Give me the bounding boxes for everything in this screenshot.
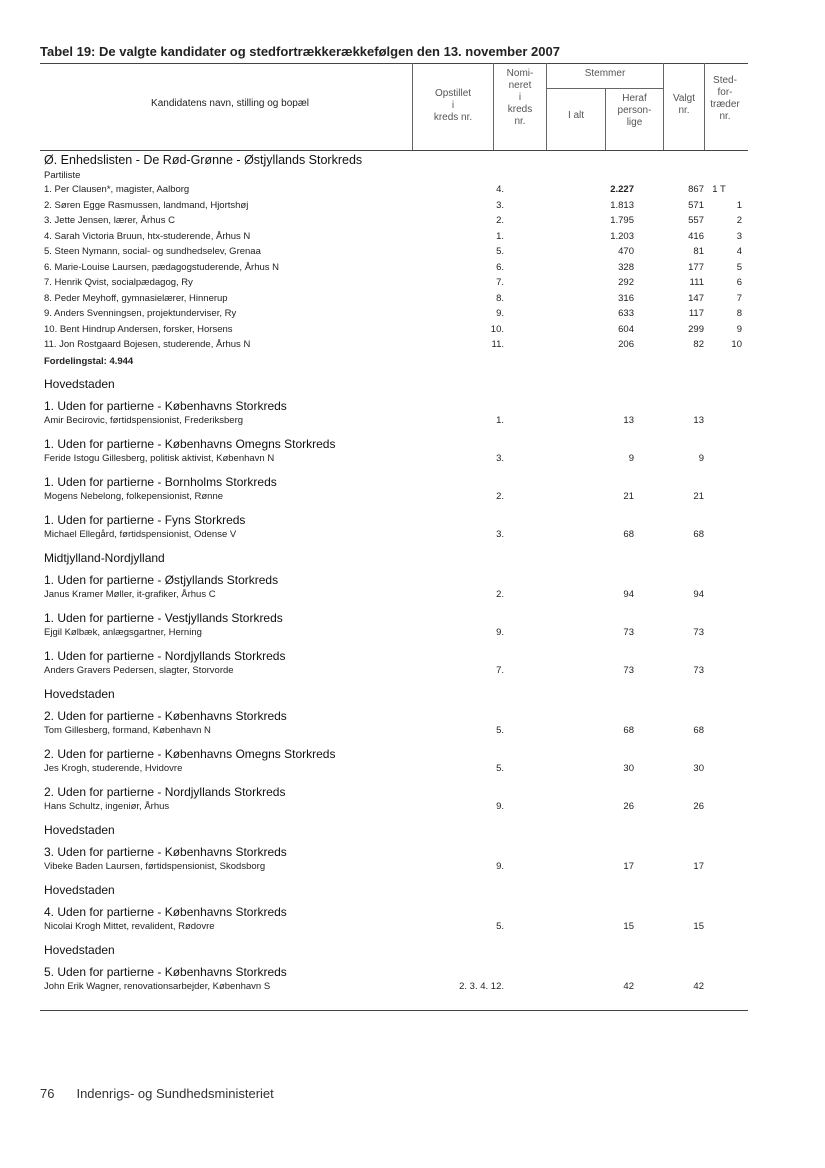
cell-ialt: 1.203 xyxy=(610,230,634,242)
cell-opst: 11. xyxy=(491,339,504,350)
cell-sted: 4 xyxy=(736,246,742,257)
cell-sted: 6 xyxy=(736,277,742,288)
cell-pers: 17 xyxy=(693,861,704,872)
table-row xyxy=(44,200,748,212)
cell-opst: 9. xyxy=(496,861,504,872)
cell-opst: 2. xyxy=(496,589,504,600)
table-row xyxy=(44,415,748,427)
table-title: Tabel 19: De valgte kandidater og stedfortrækkerækkefølgen den 13. november 2007 xyxy=(40,44,560,59)
cell-name: Feride Istogu Gillesberg, politisk aktivist, København N xyxy=(44,453,275,464)
cell-opst: 4. xyxy=(496,184,504,195)
region-heading: Midtjylland-Nordjylland xyxy=(44,551,165,565)
cell-name: Janus Kramer Møller, it-grafiker, Århus C xyxy=(44,589,216,600)
table-row xyxy=(44,763,748,775)
cell-pers: 147 xyxy=(688,292,704,304)
region-heading: Hovedstaden xyxy=(44,823,115,837)
cell-name: 1. Per Clausen*, magister, Aalborg xyxy=(44,184,190,195)
footer-title: Indenrigs- og Sundhedsministeriet xyxy=(76,1086,274,1101)
table-row xyxy=(44,308,748,320)
cell-name: 2. Søren Egge Rasmussen, landmand, Hjortshøj xyxy=(44,199,249,211)
table-row xyxy=(44,324,748,336)
cell-name: 11. Jon Rostgaard Bojesen, studerende, Århus N xyxy=(44,339,251,350)
storkreds-heading: 2. Uden for partierne - Københavns Omegns Storkreds xyxy=(44,747,336,761)
cell-pers: 13 xyxy=(693,415,704,426)
cell-pers: 81 xyxy=(693,246,704,257)
fordelingstal: Fordelingstal: 4.944 xyxy=(44,356,134,367)
cell-valgt: 1 T xyxy=(712,184,726,195)
cell-opst: 5. xyxy=(496,763,504,774)
cell-name: Michael Ellegård, førtidspensionist, Odense V xyxy=(44,529,237,540)
cell-opst: 2. xyxy=(496,215,504,226)
header-stemmer: Stemmer xyxy=(584,68,626,79)
storkreds-heading: 4. Uden for partierne - Københavns Storkreds xyxy=(44,905,287,919)
cell-opst: 3. xyxy=(496,199,504,211)
cell-name: 6. Marie-Louise Laursen, pædagogstuderende, Århus N xyxy=(44,261,280,273)
header-stedfortraeder: Sted- for- træder nr. xyxy=(710,75,740,122)
cell-name: John Erik Wagner, renovationsarbejder, København S xyxy=(44,981,271,992)
cell-sted: 10 xyxy=(731,339,742,350)
cell-pers: 177 xyxy=(688,261,704,273)
cell-pers: 867 xyxy=(688,184,704,195)
cell-pers: 42 xyxy=(693,981,704,992)
cell-pers: 73 xyxy=(693,627,704,638)
table-row xyxy=(44,627,748,639)
table-row xyxy=(44,453,748,465)
cell-ialt: 42 xyxy=(623,981,634,992)
cell-pers: 73 xyxy=(693,665,704,676)
table-row xyxy=(44,231,748,243)
cell-ialt: 21 xyxy=(623,491,634,502)
cell-sted: 7 xyxy=(736,292,742,304)
cell-name: Mogens Nebelong, folkepensionist, Rønne xyxy=(44,491,224,502)
cell-ialt: 292 xyxy=(618,277,634,288)
table-bottom-rule xyxy=(40,1010,748,1011)
storkreds-heading: 1. Uden for partierne - Fyns Storkreds xyxy=(44,513,246,527)
region-heading: Hovedstaden xyxy=(44,687,115,701)
table-row xyxy=(44,339,748,351)
table-row xyxy=(44,262,748,274)
cell-opst: 6. xyxy=(496,261,504,273)
table-row xyxy=(44,529,748,541)
cell-name: 10. Bent Hindrup Andersen, forsker, Horsens xyxy=(44,323,233,335)
storkreds-heading: 5. Uden for partierne - Københavns Storkreds xyxy=(44,965,287,979)
cell-name: Nicolai Krogh Mittet, revalident, Rødovre xyxy=(44,921,215,932)
cell-opst: 2. xyxy=(496,491,504,502)
header-name: Kandidatens navn, stilling og bopæl xyxy=(151,98,309,109)
cell-sted: 1 xyxy=(736,199,742,211)
storkreds-heading: 1. Uden for partierne - Østjyllands Storkreds xyxy=(44,573,279,587)
storkreds-heading: 2. Uden for partierne - Nordjyllands Storkreds xyxy=(44,785,286,799)
cell-name: Amir Becirovic, førtidspensionist, Frederiksberg xyxy=(44,415,244,426)
cell-ialt: 15 xyxy=(623,921,634,932)
table-row xyxy=(44,184,748,196)
cell-ialt: 17 xyxy=(623,861,634,872)
table-row xyxy=(44,277,748,289)
cell-ialt: 470 xyxy=(618,246,634,257)
cell-pers: 117 xyxy=(688,308,704,319)
region-heading: Hovedstaden xyxy=(44,883,115,897)
cell-name: Vibeke Baden Laursen, førtidspensionist, Skodsborg xyxy=(44,861,266,872)
cell-ialt: 30 xyxy=(623,763,634,774)
table-row xyxy=(44,725,748,737)
cell-ialt: 13 xyxy=(623,415,634,426)
storkreds-heading: 1. Uden for partierne - Vestjyllands Storkreds xyxy=(44,611,283,625)
cell-pers: 68 xyxy=(693,529,704,540)
cell-ialt: 68 xyxy=(623,529,634,540)
storkreds-heading: 2. Uden for partierne - Københavns Storkreds xyxy=(44,709,287,723)
table-row xyxy=(44,589,748,601)
cell-pers: 9 xyxy=(698,453,704,464)
cell-name: Anders Gravers Pedersen, slagter, Storvorde xyxy=(44,665,234,676)
cell-pers: 68 xyxy=(693,725,704,736)
region-heading: Hovedstaden xyxy=(44,377,115,391)
cell-name: Tom Gillesberg, formand, København N xyxy=(44,725,211,736)
cell-ialt: 94 xyxy=(623,589,634,600)
cell-opst: 9. xyxy=(496,627,504,638)
stemmer-rule xyxy=(546,88,663,89)
cell-ialt: 73 xyxy=(623,627,634,638)
cell-opst: 5. xyxy=(496,921,504,932)
cell-ialt: 73 xyxy=(623,665,634,676)
cell-name: 5. Steen Nymann, social- og sundhedselev, Grenaa xyxy=(44,246,261,257)
cell-ialt: 206 xyxy=(618,339,634,350)
cell-name: Jes Krogh, studerende, Hvidovre xyxy=(44,763,183,774)
cell-opst: 1. xyxy=(496,230,504,242)
cell-name: 3. Jette Jensen, lærer, Århus C xyxy=(44,215,175,226)
cell-pers: 15 xyxy=(693,921,704,932)
cell-opst: 5. xyxy=(496,246,504,257)
table-row xyxy=(44,921,748,933)
cell-ialt: 316 xyxy=(618,292,634,304)
cell-pers: 82 xyxy=(693,339,704,350)
cell-ialt: 1.813 xyxy=(610,199,634,211)
storkreds-heading: 3. Uden for partierne - Københavns Storkreds xyxy=(44,845,287,859)
partiliste-label: Partiliste xyxy=(44,170,81,181)
cell-ialt: 9 xyxy=(628,453,634,464)
table-row xyxy=(44,981,748,993)
cell-name: Hans Schultz, ingeniør, Århus xyxy=(44,801,170,812)
cell-pers: 111 xyxy=(689,277,704,288)
header-opstillet: Opstillet i kreds nr. xyxy=(433,88,473,123)
cell-opst: 9. xyxy=(496,308,504,319)
cell-ialt: 633 xyxy=(618,308,634,319)
table-row xyxy=(44,665,748,677)
cell-ialt: 1.795 xyxy=(610,215,634,226)
table-row xyxy=(44,293,748,305)
cell-ialt: 328 xyxy=(618,261,634,273)
storkreds-heading: 1. Uden for partierne - Københavns Omegns Storkreds xyxy=(44,437,336,451)
cell-name: 7. Henrik Qvist, socialpædagog, Ry xyxy=(44,277,193,288)
cell-ialt: 68 xyxy=(623,725,634,736)
cell-opst: 8. xyxy=(496,292,504,304)
cell-pers: 26 xyxy=(693,801,704,812)
cell-pers: 94 xyxy=(693,589,704,600)
storkreds-heading: 1. Uden for partierne - Bornholms Storkreds xyxy=(44,475,277,489)
table-row xyxy=(44,246,748,258)
header-nomineret: Nomi- neret i kreds nr. xyxy=(506,68,534,127)
cell-name: 8. Peder Meyhoff, gymnasielærer, Hinnerup xyxy=(44,292,228,304)
cell-pers: 30 xyxy=(693,763,704,774)
cell-opst: 5. xyxy=(496,725,504,736)
header-top-rule xyxy=(40,63,748,64)
cell-name: 9. Anders Svenningsen, projektunderviser, Ry xyxy=(44,308,237,319)
table-row xyxy=(44,491,748,503)
cell-sted: 9 xyxy=(736,323,742,335)
table-row xyxy=(44,215,748,227)
cell-pers: 557 xyxy=(688,215,704,226)
region-heading: Hovedstaden xyxy=(44,943,115,957)
cell-opst: 3. xyxy=(496,529,504,540)
header-ialt: I alt xyxy=(567,110,585,121)
cell-opst: 10. xyxy=(490,323,504,335)
cell-ialt: 2.227 xyxy=(610,184,634,195)
cell-pers: 416 xyxy=(688,230,704,242)
cell-sted: 3 xyxy=(736,230,742,242)
cell-pers: 21 xyxy=(693,491,704,502)
cell-sted: 8 xyxy=(736,308,742,319)
header-bottom-rule xyxy=(40,150,748,151)
cell-name: 4. Sarah Victoria Bruun, htx-studerende, Århus N xyxy=(44,230,251,242)
cell-opst: 7. xyxy=(496,277,504,288)
table-row xyxy=(44,801,748,813)
cell-name: Ejgil Kølbæk, anlægsgartner, Herning xyxy=(44,627,202,638)
header-personlige: Heraf person- lige xyxy=(617,93,652,128)
cell-ialt: 604 xyxy=(618,323,634,335)
cell-sted: 5 xyxy=(736,261,742,273)
storkreds-heading: 1. Uden for partierne - Nordjyllands Storkreds xyxy=(44,649,286,663)
cell-pers: 571 xyxy=(688,199,704,211)
storkreds-heading: 1. Uden for partierne - Københavns Storkreds xyxy=(44,399,287,413)
cell-opst: 3. xyxy=(496,453,504,464)
header-valgt: Valgt nr. xyxy=(672,93,696,116)
page-footer xyxy=(40,1086,274,1101)
section-heading: Ø. Enhedslisten - De Rød-Grønne - Østjyllands Storkreds xyxy=(44,153,363,167)
cell-opst: 2. 3. 4. 12. xyxy=(459,981,504,992)
cell-opst: 7. xyxy=(496,665,504,676)
cell-opst: 9. xyxy=(496,801,504,812)
cell-pers: 299 xyxy=(688,323,704,335)
cell-ialt: 26 xyxy=(623,801,634,812)
cell-opst: 1. xyxy=(496,415,504,426)
table-row xyxy=(44,861,748,873)
page-number: 76 xyxy=(40,1086,55,1101)
cell-sted: 2 xyxy=(736,215,742,226)
